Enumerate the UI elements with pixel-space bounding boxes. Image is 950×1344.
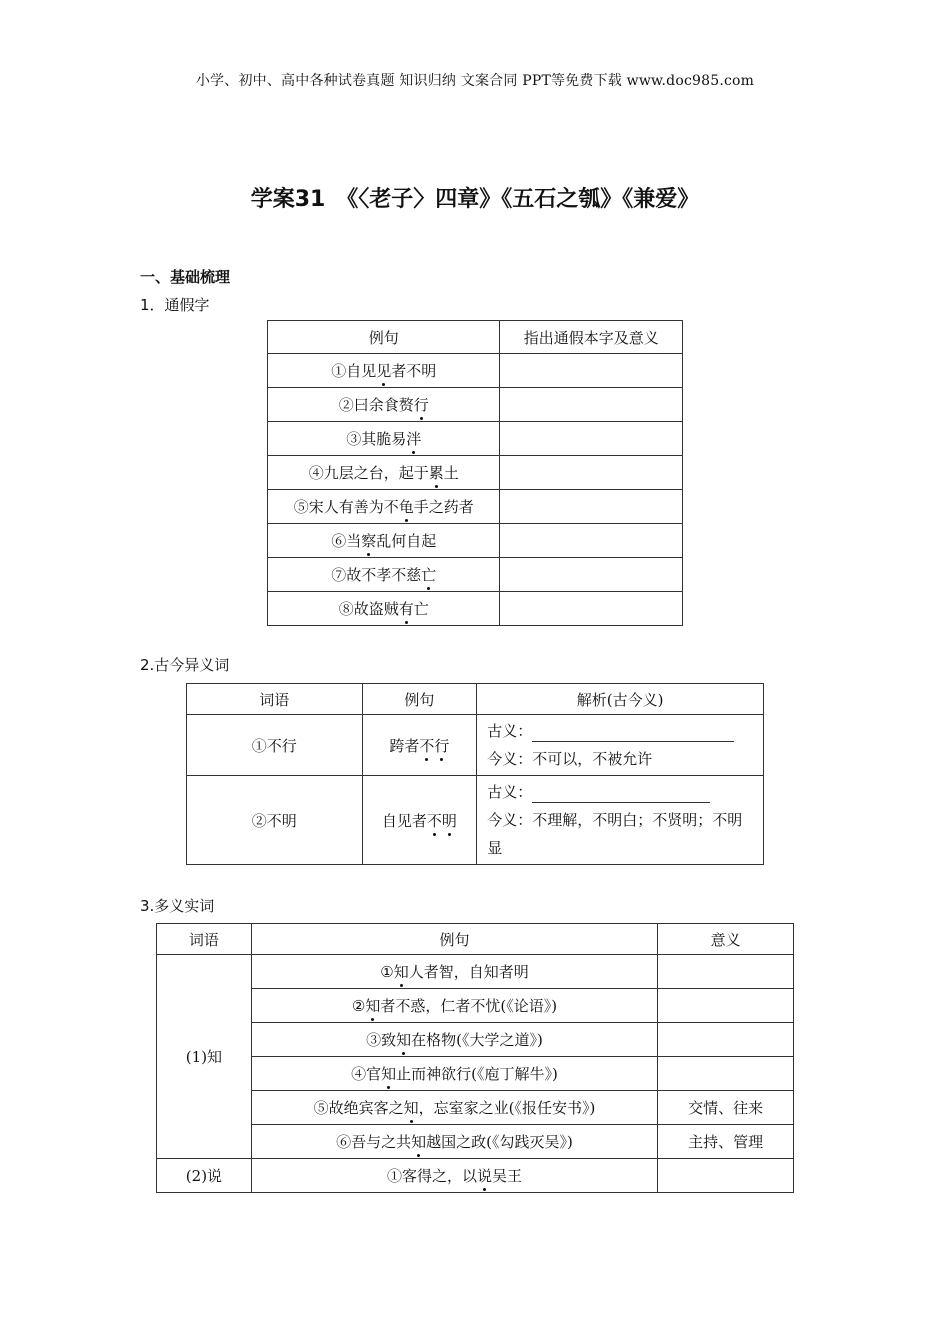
example-sentence: ⑤故绝宾客之知，忘室家之业(《报任安书》) bbox=[251, 1091, 657, 1125]
example-sentence: ①自见见者不明 bbox=[268, 354, 500, 388]
emphasized-char: 知 bbox=[365, 997, 381, 1015]
table-row bbox=[157, 1159, 794, 1193]
table-row bbox=[187, 776, 764, 865]
page-title: 学案31 《〈老子〉四章》《五石之瓠》《兼爱》 bbox=[250, 187, 700, 212]
word-cell: (2)说 bbox=[157, 1159, 252, 1193]
answer-cell[interactable] bbox=[500, 490, 683, 524]
table-row bbox=[268, 490, 683, 524]
table-header-cell: 词语 bbox=[187, 684, 363, 715]
ancient-meaning-blank[interactable] bbox=[532, 723, 734, 742]
analysis-cell bbox=[477, 776, 764, 865]
table-row bbox=[268, 524, 683, 558]
example-sentence: ②知者不惑，仁者不忧(《论语》) bbox=[251, 989, 657, 1023]
meaning-cell: 主持、管理 bbox=[658, 1125, 794, 1159]
emphasized-char: 知 bbox=[381, 1065, 397, 1083]
ancient-meaning-label: 古义： bbox=[487, 783, 533, 801]
meaning-cell[interactable] bbox=[658, 1159, 794, 1193]
answer-cell[interactable] bbox=[500, 388, 683, 422]
emphasized-char: 行 bbox=[413, 396, 429, 414]
example-sentence: ④九层之台，起于累土 bbox=[268, 456, 500, 490]
table-header-cell: 词语 bbox=[157, 924, 252, 955]
example-sentence: ⑦故不孝不慈亡 bbox=[268, 558, 500, 592]
duoyi-table bbox=[156, 923, 794, 1193]
table-header-cell: 例句 bbox=[251, 924, 657, 955]
subsection-heading-duoyi: 3.多义实词 bbox=[140, 897, 215, 915]
table-row bbox=[157, 1057, 794, 1091]
answer-cell[interactable] bbox=[500, 558, 683, 592]
meaning-cell[interactable] bbox=[658, 1057, 794, 1091]
emphasized-char: 知 bbox=[411, 1133, 427, 1151]
example-sentence: ⑥吾与之共知越国之政(《勾践灭吴》) bbox=[251, 1125, 657, 1159]
example-sentence: ⑥当察乱何自起 bbox=[268, 524, 500, 558]
table-row bbox=[268, 456, 683, 490]
subsection-heading-tongjiazi: 1．通假字 bbox=[140, 296, 210, 314]
modern-meaning: 今义：不理解，不明白；不贤明；不明显 bbox=[487, 811, 743, 857]
example-sentence: ⑧故盗贼有亡 bbox=[268, 592, 500, 626]
table-header-cell: 解析(古今义) bbox=[477, 684, 764, 715]
table-row bbox=[157, 1023, 794, 1057]
table-row bbox=[157, 1125, 794, 1159]
table-row bbox=[268, 388, 683, 422]
table-header-cell: 意义 bbox=[658, 924, 794, 955]
emphasized-char: 累 bbox=[428, 464, 444, 482]
emphasized-char: 有 bbox=[398, 600, 414, 618]
tongjiazi-table bbox=[267, 320, 683, 626]
table-row bbox=[187, 715, 764, 776]
answer-cell[interactable] bbox=[500, 456, 683, 490]
example-sentence: ②曰余食赘行 bbox=[268, 388, 500, 422]
emphasized-char: 见 bbox=[376, 362, 392, 380]
table-row bbox=[268, 354, 683, 388]
example-sentence: ④官知止而神欲行(《庖丁解牛》) bbox=[251, 1057, 657, 1091]
ancient-meaning-label: 古义： bbox=[487, 722, 533, 740]
answer-cell[interactable] bbox=[500, 524, 683, 558]
table-header-cell: 例句 bbox=[268, 321, 500, 354]
emphasized-char: 知 bbox=[393, 963, 409, 981]
emphasized-char: 说 bbox=[477, 1167, 493, 1185]
example-sentence: 自见者不明 bbox=[362, 776, 477, 865]
table-row bbox=[268, 592, 683, 626]
gujin-table bbox=[186, 683, 764, 865]
emphasized-char: 泮 bbox=[406, 430, 422, 448]
section-heading-basics: 一、基础梳理 bbox=[140, 268, 231, 286]
analysis-cell bbox=[477, 715, 764, 776]
table-header-cell: 指出通假本字及意义 bbox=[500, 321, 683, 354]
page-header: 小学、初中、高中各种试卷真题 知识归纳 文案合同 PPT等免费下载 www.doc985.com bbox=[195, 73, 755, 89]
word-cell: (1)知 bbox=[157, 955, 252, 1159]
emphasized-char: 察 bbox=[361, 532, 377, 550]
word-cell: ①不行 bbox=[187, 715, 363, 776]
table-row bbox=[268, 558, 683, 592]
emphasized-char: 龟 bbox=[398, 498, 414, 516]
answer-cell[interactable] bbox=[500, 354, 683, 388]
subsection-heading-gujin: 2.古今异义词 bbox=[140, 656, 230, 674]
table-row bbox=[157, 955, 794, 989]
meaning-cell[interactable] bbox=[658, 1023, 794, 1057]
table-row bbox=[157, 1091, 794, 1125]
table-row bbox=[157, 989, 794, 1023]
emphasized-char: 亡 bbox=[421, 566, 437, 584]
emphasized-char: 知 bbox=[403, 1099, 419, 1117]
example-sentence: ①知人者智，自知者明 bbox=[251, 955, 657, 989]
table-row bbox=[268, 422, 683, 456]
example-sentence: ⑤宋人有善为不龟手之药者 bbox=[268, 490, 500, 524]
example-sentence: ③其脆易泮 bbox=[268, 422, 500, 456]
table-header-cell: 例句 bbox=[362, 684, 477, 715]
modern-meaning: 今义：不可以，不被允许 bbox=[487, 750, 653, 768]
word-cell: ②不明 bbox=[187, 776, 363, 865]
ancient-meaning-blank[interactable] bbox=[532, 784, 710, 803]
example-sentence: 跨者不行 bbox=[362, 715, 477, 776]
example-sentence: ③致知在格物(《大学之道》) bbox=[251, 1023, 657, 1057]
emphasized-char: 不 bbox=[419, 736, 435, 755]
emphasized-char: 知 bbox=[396, 1031, 412, 1049]
example-sentence: ①客得之，以说吴王 bbox=[251, 1159, 657, 1193]
answer-cell[interactable] bbox=[500, 422, 683, 456]
emphasized-char: 不 bbox=[426, 811, 442, 830]
meaning-cell[interactable] bbox=[658, 989, 794, 1023]
meaning-cell: 交情、往来 bbox=[658, 1091, 794, 1125]
answer-cell[interactable] bbox=[500, 592, 683, 626]
emphasized-char: 明 bbox=[441, 811, 457, 830]
emphasized-char: 行 bbox=[434, 736, 450, 755]
meaning-cell[interactable] bbox=[658, 955, 794, 989]
